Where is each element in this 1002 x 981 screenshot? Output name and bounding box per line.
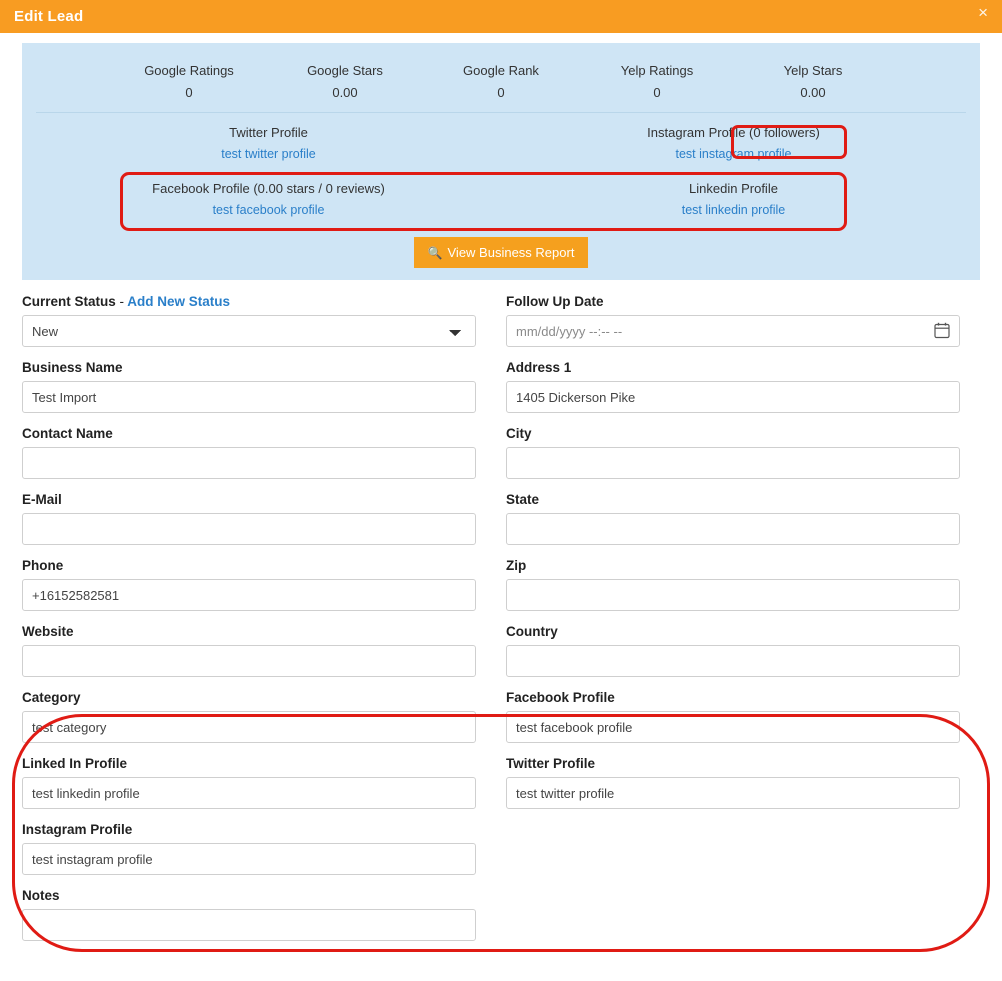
business-name-input[interactable] — [22, 381, 476, 413]
address1-label: Address 1 — [506, 360, 572, 375]
phone-label: Phone — [22, 558, 64, 573]
business-name-label: Business Name — [22, 360, 123, 375]
twitter-profile-input[interactable] — [506, 777, 960, 809]
field-facebook-profile — [506, 690, 960, 743]
view-business-report-label: View Business Report — [447, 245, 575, 260]
twitter-profile-link[interactable]: test twitter profile — [221, 147, 316, 161]
stat-value: 0 — [497, 85, 505, 100]
field-website — [22, 624, 476, 677]
stat-google-ratings — [111, 63, 267, 100]
stat-google-rank — [423, 63, 579, 100]
linkedin-profile-link[interactable]: test linkedin profile — [681, 203, 786, 217]
field-notes — [22, 888, 476, 941]
instagram-profile-label: Instagram Profile (0 followers) — [647, 125, 820, 140]
zip-label: Zip — [506, 558, 527, 573]
phone-input[interactable] — [22, 579, 476, 611]
twitter-profile-label: Twitter Profile — [229, 125, 308, 140]
facebook-profile-input[interactable] — [506, 711, 960, 743]
contact-name-input[interactable] — [22, 447, 476, 479]
facebook-profile-link[interactable]: test facebook profile — [212, 203, 325, 217]
field-current-status — [22, 294, 476, 347]
report-button-wrap — [36, 237, 966, 268]
instagram-profile-link[interactable]: test instagram profile — [675, 147, 792, 161]
field-business-name — [22, 360, 476, 413]
address1-input[interactable] — [506, 381, 960, 413]
instagram-profile-field-label: Instagram Profile — [22, 822, 133, 837]
linkedin-profile-block — [501, 181, 966, 219]
email-field[interactable] — [22, 513, 476, 545]
zip-input[interactable] — [506, 579, 960, 611]
profiles-row-top — [36, 113, 966, 167]
state-input[interactable] — [506, 513, 960, 545]
view-business-report-button[interactable] — [414, 237, 589, 268]
country-label: Country — [506, 624, 558, 639]
field-state — [506, 492, 960, 545]
notes-input[interactable] — [22, 909, 476, 941]
contact-name-label: Contact Name — [22, 426, 113, 441]
profiles-row-bottom — [36, 167, 966, 227]
notes-label: Notes — [22, 888, 60, 903]
search-icon: 🔍 — [427, 246, 443, 260]
category-label: Category — [22, 690, 81, 705]
twitter-profile-field-label: Twitter Profile — [506, 756, 596, 771]
field-address1 — [506, 360, 960, 413]
field-email — [22, 492, 476, 545]
stat-label: Yelp Ratings — [620, 63, 694, 78]
field-follow-up-date — [506, 294, 960, 347]
stat-value: 0.00 — [800, 85, 826, 100]
linkedin-profile-input[interactable] — [22, 777, 476, 809]
linkedin-profile-field-label: Linked In Profile — [22, 756, 128, 771]
stat-label: Google Rank — [463, 63, 539, 78]
website-input[interactable] — [22, 645, 476, 677]
follow-up-date-input[interactable] — [506, 315, 960, 347]
follow-up-date-label: Follow Up Date — [506, 294, 604, 309]
form-grid — [22, 294, 980, 954]
email-label: E-Mail — [22, 492, 62, 507]
instagram-profile-input[interactable] — [22, 843, 476, 875]
website-label: Website — [22, 624, 74, 639]
business-info-panel — [22, 43, 980, 280]
ratings-stats-row — [36, 57, 966, 113]
field-category — [22, 690, 476, 743]
field-linkedin-profile — [22, 756, 476, 809]
form-column-right — [506, 294, 960, 954]
country-input[interactable] — [506, 645, 960, 677]
stat-label: Google Stars — [307, 63, 383, 78]
follow-up-date-wrap — [506, 315, 960, 347]
current-status-label — [22, 294, 476, 309]
field-twitter-profile — [506, 756, 960, 809]
city-input[interactable] — [506, 447, 960, 479]
label-dash: - — [119, 294, 125, 309]
stat-value: 0 — [653, 85, 661, 100]
field-contact-name — [22, 426, 476, 479]
current-status-label-text: Current Status — [22, 294, 116, 309]
field-country — [506, 624, 960, 677]
instagram-profile-block — [501, 125, 966, 163]
close-icon[interactable]: × — [978, 3, 988, 22]
field-zip — [506, 558, 960, 611]
current-status-select[interactable] — [22, 315, 476, 347]
state-label: State — [506, 492, 540, 507]
form-column-left — [22, 294, 476, 954]
field-phone — [22, 558, 476, 611]
stat-value: 0 — [185, 85, 193, 100]
add-new-status-link[interactable]: Add New Status — [127, 294, 231, 309]
facebook-profile-label: Facebook Profile (0.00 stars / 0 reviews) — [152, 181, 385, 196]
twitter-profile-block — [36, 125, 501, 163]
stat-label: Google Ratings — [144, 63, 234, 78]
lead-form — [0, 280, 1002, 954]
field-instagram-profile — [22, 822, 476, 875]
stat-google-stars — [267, 63, 423, 100]
modal-header — [0, 0, 1002, 33]
field-city — [506, 426, 960, 479]
city-label: City — [506, 426, 532, 441]
page-title: Edit Lead — [14, 8, 84, 25]
stat-yelp-stars — [735, 63, 891, 100]
linkedin-profile-label: Linkedin Profile — [689, 181, 778, 196]
stat-value: 0.00 — [332, 85, 358, 100]
facebook-profile-field-label: Facebook Profile — [506, 690, 615, 705]
facebook-profile-block — [36, 181, 501, 219]
stat-label: Yelp Stars — [783, 63, 843, 78]
calendar-icon[interactable] — [934, 322, 950, 339]
stat-yelp-ratings — [579, 63, 735, 100]
category-input[interactable] — [22, 711, 476, 743]
